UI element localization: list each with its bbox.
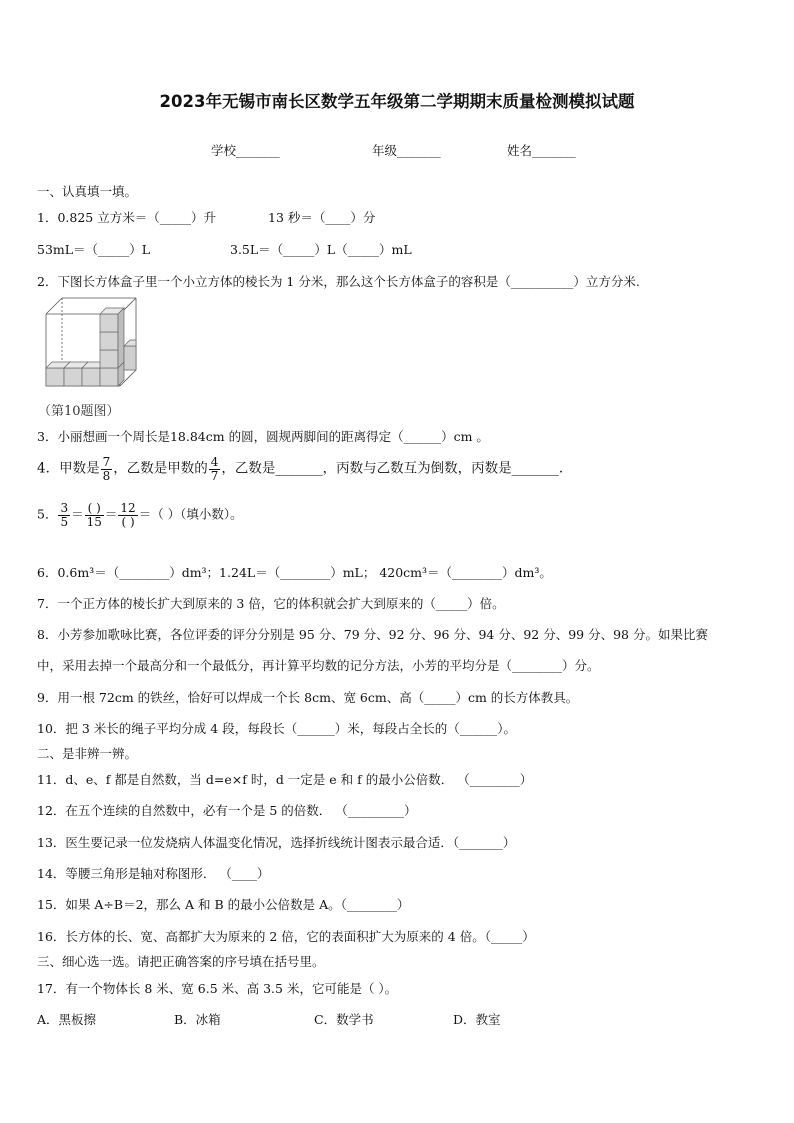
fraction-3-5 — [58, 502, 70, 528]
fraction-numerator: ( ) — [85, 502, 104, 516]
fraction-denominator: 5 — [60, 514, 69, 529]
question-10: 10．把 3 米长的绳子平均分成 4 段，每段长（______）米，每段占全长的（______）。 — [37, 721, 516, 736]
section-2-heading: 二、是非辨一辨。 — [37, 746, 138, 761]
equals-sign: ＝ — [71, 506, 84, 522]
question-8-line-2: 中，采用去掉一个最高分和一个最低分，再计算平均数的记分方法，小芳的平均分是（________）分。 — [37, 658, 600, 673]
name-field: 姓名_______ — [507, 143, 576, 158]
question-4-text-1: 4．甲数是 — [37, 460, 100, 477]
question-5 — [37, 502, 243, 528]
question-1d: 3.5L＝（_____）L（_____）mL — [230, 242, 412, 257]
question-5-text: ＝（ ）（填小数）。 — [138, 506, 243, 522]
fraction-blank-15 — [85, 502, 104, 528]
question-16: 16．长方体的长、宽、高都扩大为原来的 2 倍，它的表面积扩大为原来的 4 倍。（_____） — [37, 929, 535, 944]
fraction-numerator: 12 — [120, 501, 136, 515]
option-c: C．数学书 — [314, 1012, 374, 1027]
question-4-text-3: ，乙数是_______，丙数与乙数互为倒数，丙数是_______. — [221, 460, 564, 477]
question-7: 7．一个正方体的棱长扩大到原来的 3 倍，它的体积就会扩大到原来的（_____）倍。 — [37, 596, 505, 611]
question-11: 11．d、e、f 都是自然数，当 d=e×f 时，d 一定是 e 和 f 的最小公倍数． （________） — [37, 772, 533, 787]
figure-caption: （第10题图） — [38, 404, 120, 419]
question-17: 17．有一个物体长 8 米、宽 6.5 米、高 3.5 米，它可能是（ ）。 — [37, 981, 398, 996]
fraction-numerator: 7 — [102, 455, 111, 469]
question-8-line-1: 8．小芳参加歌咏比赛，各位评委的评分分别是 95 分、79 分、92 分、96 分、94 分、92 分、99 分、98 分。如果比赛 — [37, 627, 708, 642]
fraction-12-blank — [118, 502, 137, 528]
question-5-number: 5． — [37, 506, 58, 522]
school-field: 学校_______ — [211, 143, 280, 158]
question-15: 15．如果 A÷B＝2，那么 A 和 B 的最小公倍数是 A。（________） — [37, 897, 410, 912]
question-9: 9．用一根 72cm 的铁丝，恰好可以焊成一个长 8cm、宽 6cm、高（_____）cm 的长方体教具。 — [37, 690, 579, 705]
question-14: 14．等腰三角形是轴对称图形． （____） — [37, 866, 270, 881]
section-1-heading: 一、认真填一填。 — [37, 184, 138, 199]
equals-sign: ＝ — [104, 506, 118, 522]
fraction-denominator: ( ) — [121, 514, 135, 529]
fraction-denominator: 7 — [210, 468, 219, 483]
option-a: A．黑板擦 — [37, 1012, 97, 1027]
option-b: B．冰箱 — [174, 1012, 221, 1027]
question-4 — [37, 456, 563, 482]
fraction-numerator: 3 — [60, 501, 69, 515]
question-12: 12．在五个连续的自然数中，必有一个是 5 的倍数． （_________） — [37, 803, 417, 818]
fraction-denominator: 15 — [86, 514, 102, 529]
question-1a: 1．0.825 立方米＝（_____）升 — [37, 210, 216, 225]
fraction-denominator: 8 — [102, 468, 111, 483]
question-1b: 13 秒＝（____）分 — [268, 210, 376, 225]
question-6: 6．0.6m³＝（________）dm³；1.24L＝（________）mL； 420cm³＝（________）dm³。 — [37, 565, 552, 580]
question-3: 3．小丽想画一个周长是18.84cm 的圆，圆规两脚间的距离得定（______）cm 。 — [37, 429, 489, 444]
fraction-4-7 — [209, 456, 221, 482]
fraction-7-8 — [101, 456, 113, 482]
question-1c: 53mL＝（_____）L — [37, 242, 151, 257]
cuboid-box-figure — [40, 294, 144, 390]
question-13: 13．医生要记录一位发烧病人体温变化情况，选择折线统计图表示最合适．（_______） — [37, 835, 516, 850]
question-4-text-2: ，乙数是甲数的 — [113, 460, 208, 477]
fraction-numerator: 4 — [210, 455, 219, 469]
grade-field: 年级_______ — [372, 143, 441, 158]
page-title: 2023年无锡市南长区数学五年级第二学期期末质量检测模拟试题 — [159, 92, 635, 111]
section-3-heading: 三、细心选一选。请把正确答案的序号填在括号里。 — [37, 954, 325, 969]
option-d: D．教室 — [453, 1012, 501, 1027]
question-2: 2．下图长方体盒子里一个小立方体的棱长为 1 分米，那么这个长方体盒子的容积是（__________）立方分米. — [37, 274, 640, 289]
